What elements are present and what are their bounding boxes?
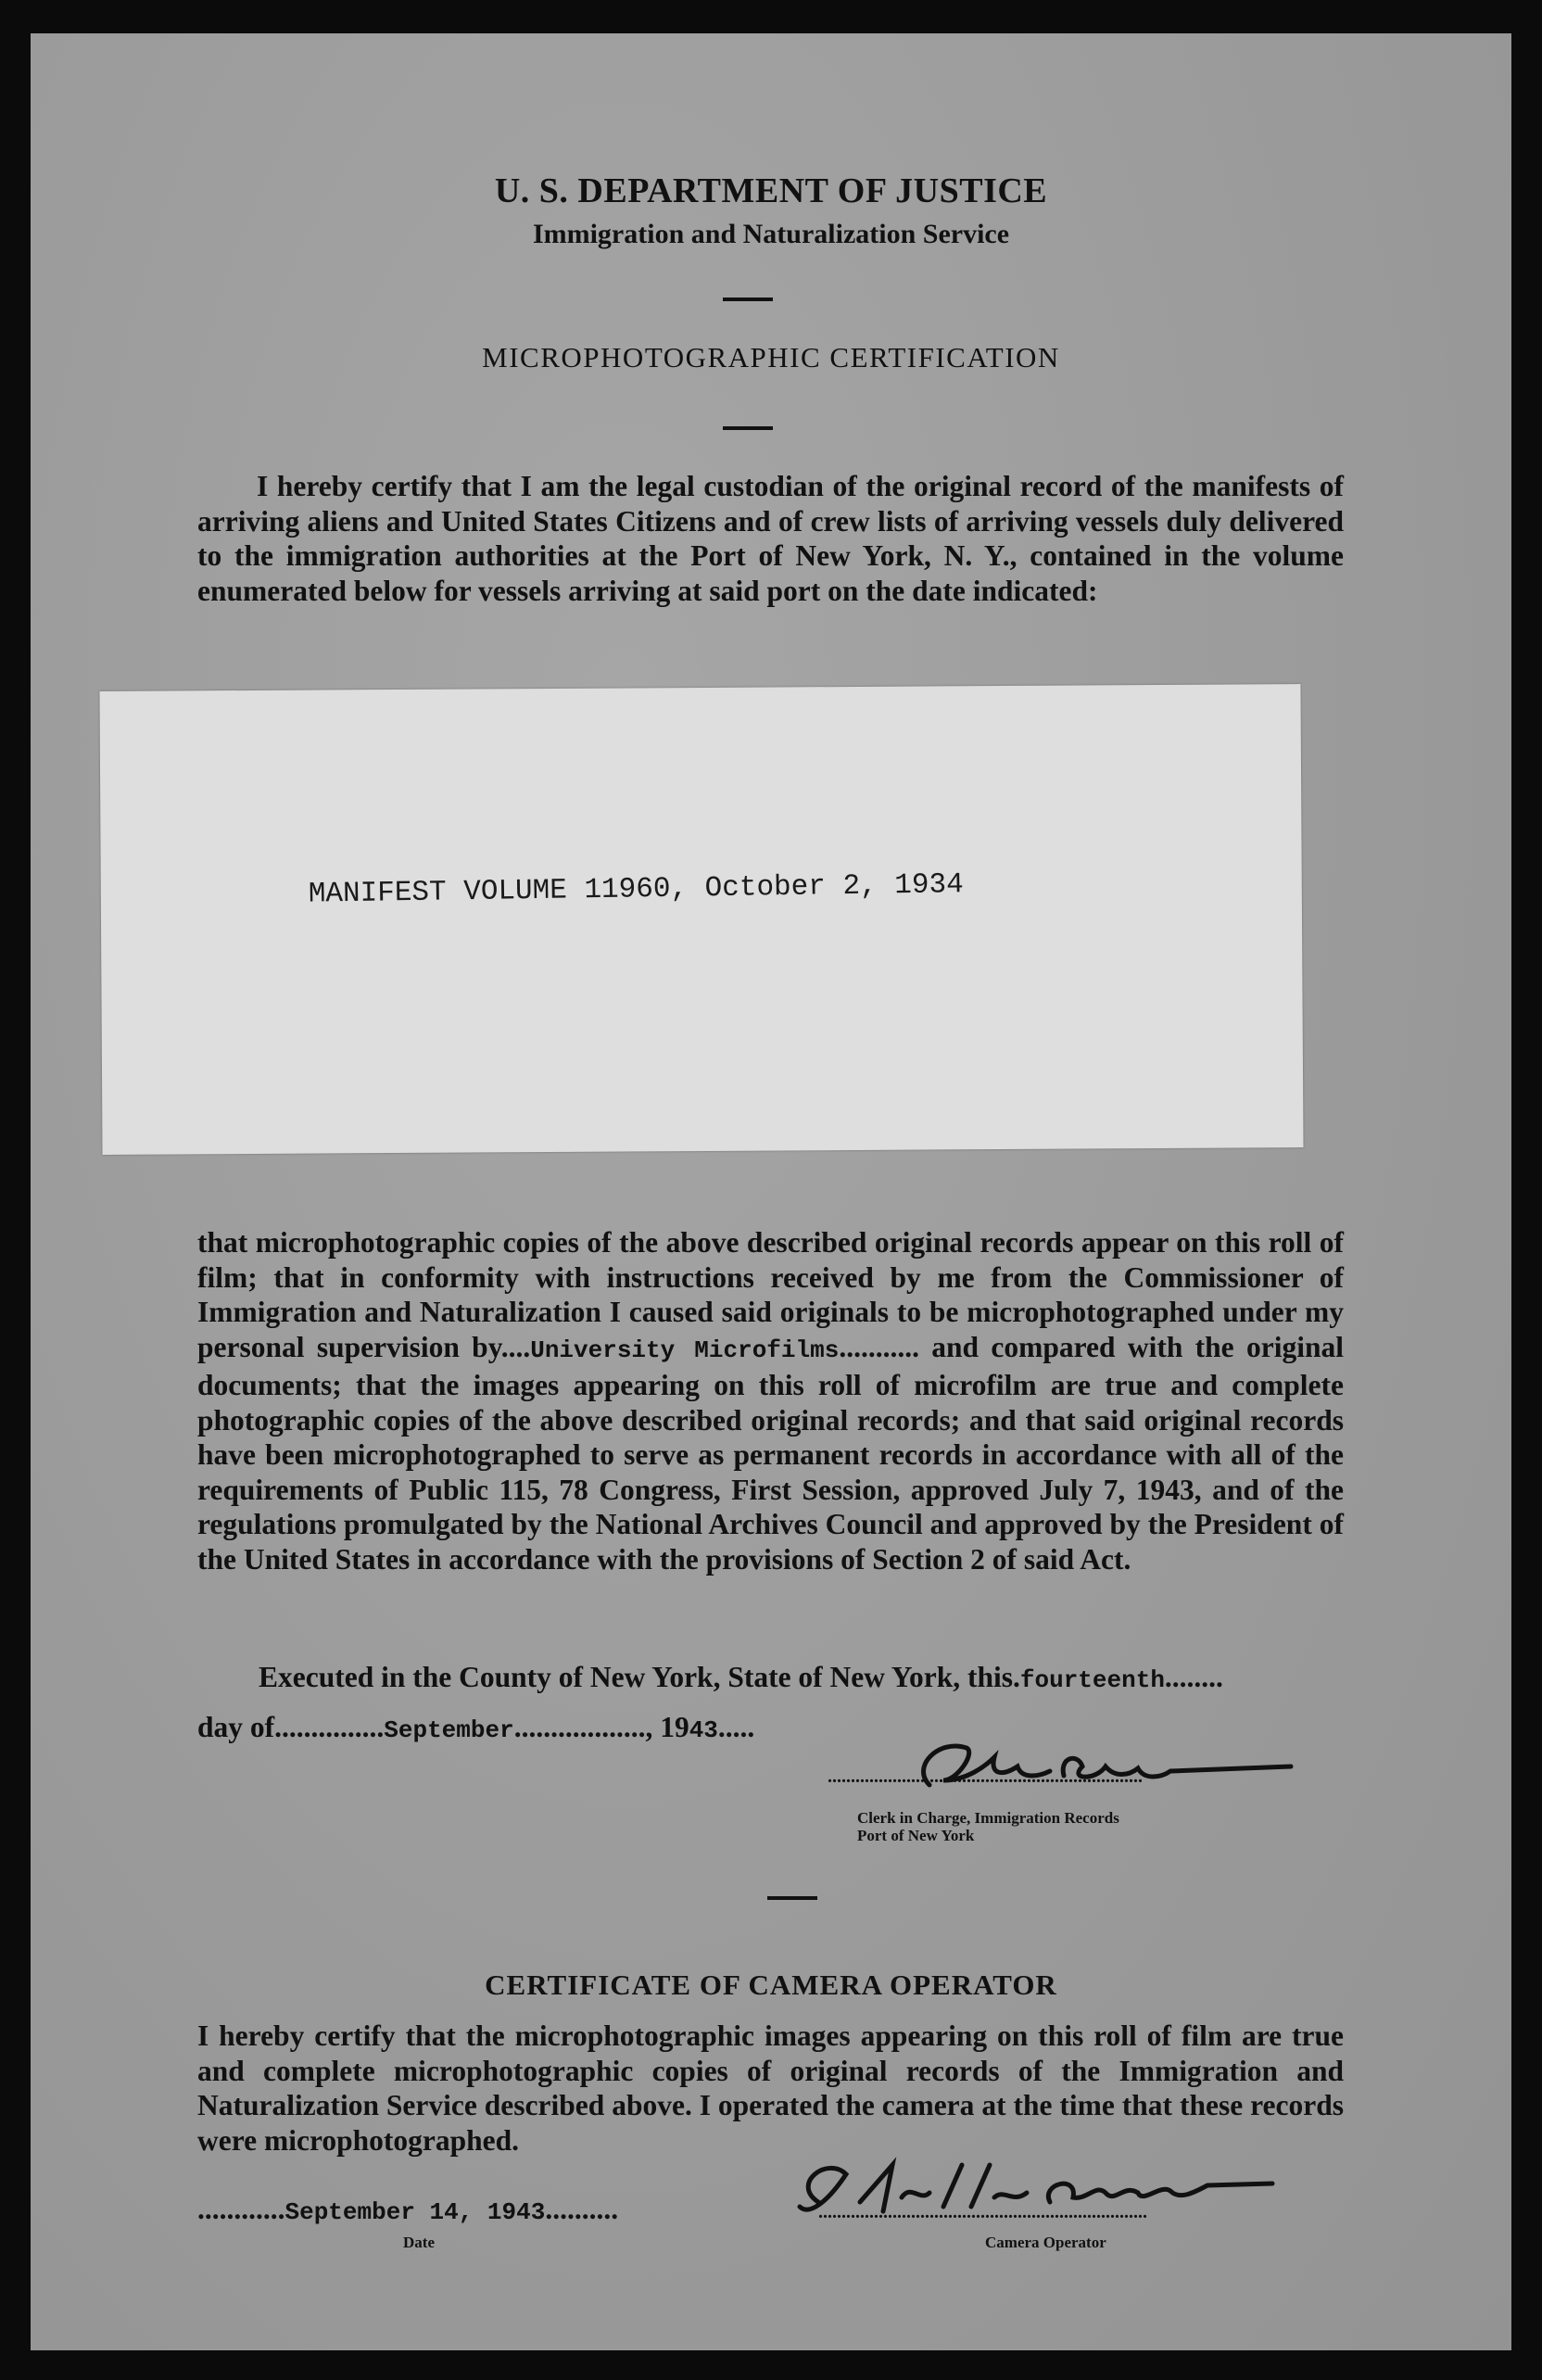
supervisor-name: University Microfilms — [530, 1336, 840, 1364]
date-dots-right: .......... — [545, 2193, 619, 2225]
divider-rule — [767, 1896, 817, 1900]
certificate-page — [31, 33, 1511, 2350]
executed-month: September — [384, 1716, 514, 1744]
department-title: U. S. DEPARTMENT OF JUSTICE — [494, 171, 1048, 210]
divider-rule — [723, 298, 773, 301]
clerk-signature-dots: .................................................................... — [828, 1766, 1143, 1787]
paragraph-text: that microphotographic copies of the above described original records appear on this roll of film; that in conformity with instructions received by me from the Commissioner of Immigration and Naturalization I caused said originals to be microphotographed under my personal supervision by.... — [197, 1226, 1344, 1363]
operator-date: September 14, 1943 — [284, 2198, 546, 2226]
divider-rule — [723, 426, 773, 430]
operator-signature-dots: ....................................................................... — [818, 2202, 1147, 2222]
day-of-line — [197, 1711, 754, 1744]
certification-paragraph — [197, 1225, 1344, 1576]
clerk-title-line1: Clerk in Charge, Immigration Records — [857, 1809, 1119, 1827]
executed-prefix: Executed in the County of New York, State of New York, this. — [259, 1661, 1020, 1693]
day-of-label: day of............... — [197, 1711, 385, 1743]
clerk-title — [857, 1809, 1119, 1844]
executed-year: 43 — [689, 1716, 718, 1744]
camera-operator-paragraph: I hereby certify that the microphotographic images appearing on this roll of film are true and complete microphotographic copies of original records of the Immigration and Naturalization Service described above. I operated the camera at the time that these records were microphotographed. — [197, 2019, 1344, 2157]
executed-line — [259, 1661, 1223, 1694]
month-dots: .................., 19 — [513, 1711, 689, 1743]
custodian-paragraph: I hereby certify that I am the legal custodian of the original record of the manifests of arriving aliens and United States Citizens and of crew lists of arriving vessels duly delivered to the immigration authorities at the Port of New York, N. Y., contained in the volume enumerated below for vessels arriving at said port on the date indicated: — [197, 470, 1344, 607]
manifest-slip — [99, 684, 1303, 1155]
clerk-title-line2: Port of New York — [857, 1827, 975, 1844]
certification-title: MICROPHOTOGRAPHIC CERTIFICATION — [482, 341, 1060, 373]
service-subtitle: Immigration and Naturalization Service — [532, 219, 1010, 249]
manifest-volume-text: MANIFEST VOLUME 11960, October 2, 1934 — [308, 868, 964, 911]
date-line — [197, 2193, 618, 2226]
camera-operator-title: CERTIFICATE OF CAMERA OPERATOR — [485, 1969, 1057, 2001]
year-dots: ..... — [717, 1711, 755, 1743]
camera-operator-label: Camera Operator — [985, 2234, 1106, 2251]
executed-day: fourteenth — [1019, 1666, 1165, 1694]
date-label: Date — [403, 2234, 435, 2251]
paragraph-text: ........... and compared with the original documents; that the images appearing on this roll of microfilm are true and complete photographic copies of the above described original records; and that said original records have been microphotographed to serve as permanent records in accordance with all of the requirements of Public 115, 78 Congress, First Session, approved July 7, 1943, and of the regulations promulgated by the National Archives Council and approved by the President of the United States in accordance with the provisions of Section 2 of said Act. — [197, 1330, 1344, 1576]
executed-dots: ........ — [1164, 1661, 1223, 1693]
date-dots-left: ............ — [197, 2193, 285, 2225]
